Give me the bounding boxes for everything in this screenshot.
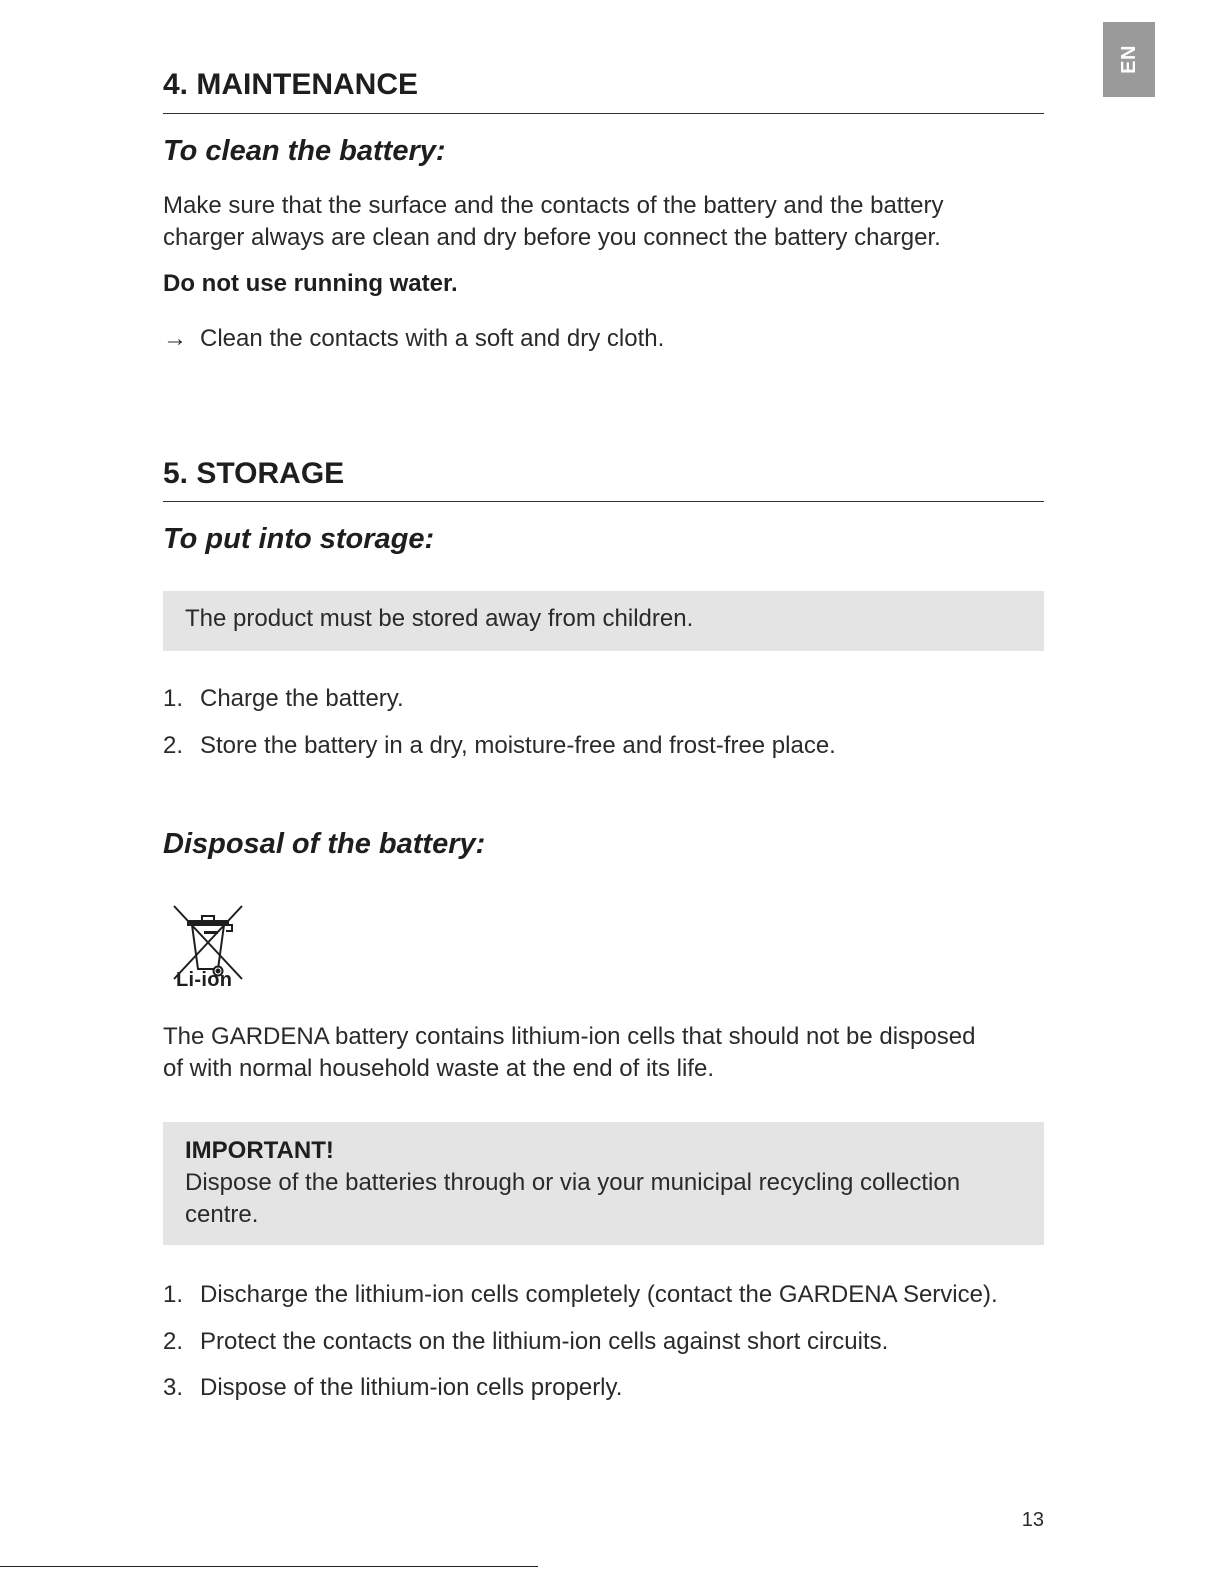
running-water-warning: Do not use running water. (163, 270, 458, 297)
step-number: 3. (163, 1374, 184, 1401)
clean-instruction (163, 323, 664, 355)
list-item (163, 1279, 1063, 1326)
disposal-steps-list (163, 1279, 1063, 1419)
footer-rule (0, 1566, 538, 1567)
clean-instruction-text: Clean the contacts with a soft and dry cloth. (200, 325, 665, 352)
step-text: Charge the battery. (200, 685, 404, 712)
list-item (163, 1326, 1063, 1373)
list-item (163, 730, 1063, 777)
storage-section-title: 5. STORAGE (163, 457, 345, 490)
maintenance-section-title: 4. MAINTENANCE (163, 68, 419, 101)
clean-paragraph (163, 190, 1044, 254)
step-text: Protect the contacts on the lithium-ion cells against short circuits. (200, 1327, 889, 1355)
list-item (163, 683, 1063, 730)
list-item (163, 1372, 1063, 1419)
li-ion-label: Li-ion (176, 969, 233, 991)
step-number: 1. (163, 685, 184, 712)
storage-steps-list (163, 683, 1063, 776)
important-note-box (163, 1122, 1044, 1245)
arrow-right-icon: → (163, 325, 187, 352)
language-tab-label: EN (1117, 45, 1140, 74)
disposal-paragraph-line-2: of with normal household waste at the end of its life. (163, 1055, 714, 1082)
important-heading: IMPORTANT! (185, 1137, 334, 1164)
children-note-box (163, 591, 1044, 651)
page-number: 13 (1021, 1509, 1044, 1531)
storage-title-rule (163, 501, 1044, 502)
disposal-paragraph-line-1: The GARDENA battery contains lithium-ion cells that should not be disposed (163, 1023, 976, 1050)
maintenance-title-rule (163, 113, 1044, 114)
language-tab (1103, 22, 1155, 97)
clean-battery-subtitle: To clean the battery: (163, 135, 446, 167)
storage-subtitle: To put into storage: (163, 523, 435, 555)
step-number: 1. (163, 1281, 184, 1308)
clean-paragraph-line-2: charger always are clean and dry before you connect the battery charger. (163, 224, 941, 251)
step-text: Discharge the lithium-ion cells completely (contact the GARDENA Service). (200, 1281, 998, 1308)
important-line-1: Dispose of the batteries through or via your municipal recycling collection (185, 1169, 961, 1196)
step-text: Store the battery in a dry, moisture-free and frost-free place. (200, 731, 836, 759)
step-number: 2. (163, 1327, 184, 1355)
step-number: 2. (163, 731, 184, 759)
clean-paragraph-line-1: Make sure that the surface and the contacts of the battery and the battery (163, 192, 944, 219)
disposal-paragraph (163, 1021, 1044, 1085)
children-note-text: The product must be stored away from children. (185, 605, 694, 632)
disposal-subtitle: Disposal of the battery: (163, 828, 486, 860)
step-text: Dispose of the lithium-ion cells properly. (200, 1374, 623, 1401)
important-line-2: centre. (185, 1201, 259, 1228)
